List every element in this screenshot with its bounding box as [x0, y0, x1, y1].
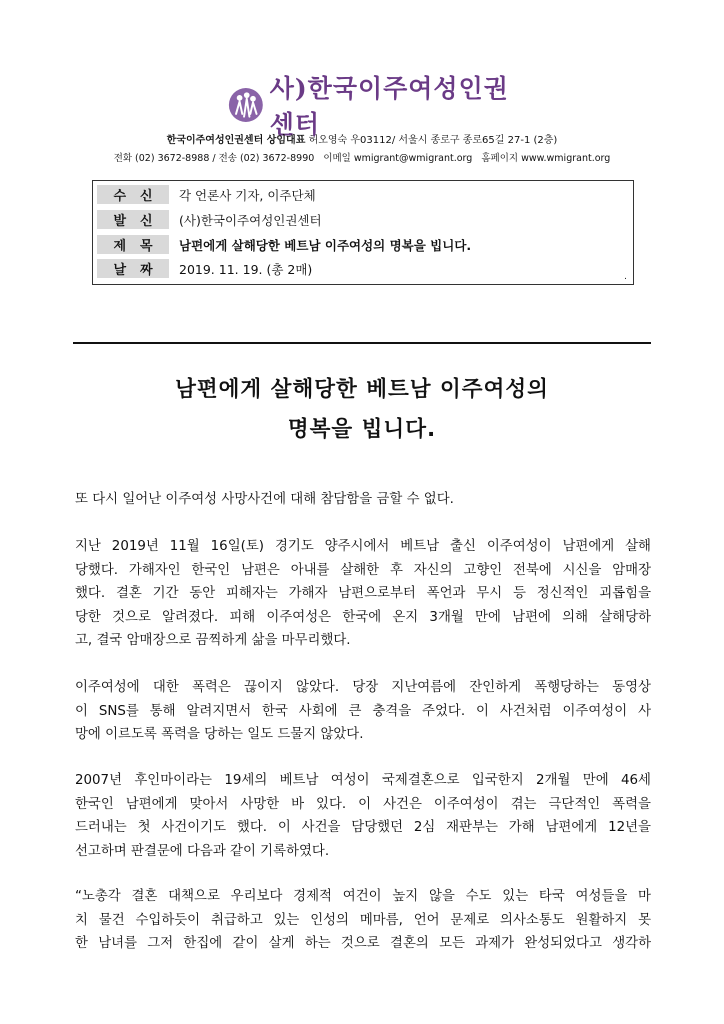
memo-label: 제목 [97, 235, 169, 254]
divider-rule [73, 342, 651, 344]
contact-line-2 [0, 150, 724, 164]
paragraph-line: 이주여성에 대한 폭력은 끊이지 않았다. 당장 지난여름에 잔인하게 폭행당하는 동영상 [75, 680, 651, 695]
document-title-line-2: 명복을 빕니다. [287, 417, 437, 442]
contact-homepage: 홈페이지 www.wmigrant.org [481, 153, 611, 164]
box-dot: . [624, 272, 627, 282]
paragraph-line: 또 다시 일어난 이주여성 사망사건에 대해 참담함을 금할 수 없다. [75, 492, 454, 507]
paragraph-4 [75, 769, 651, 863]
paragraph-line: 당한 것으로 알려졌다. 피해 이주여성은 한국에 온지 3개월 만에 남편에 의해 살해당하 [75, 609, 651, 625]
people-logo-icon [228, 85, 264, 125]
paragraph-line: 치 물건 수입하듯이 취급하고 있는 인성의 메마름, 언어 문제로 의사소통도 원활하지 못 [75, 912, 651, 928]
memo-row-subject [97, 234, 471, 255]
paragraph-line: 망에 이르도록 폭력을 당하는 일도 드물지 않았다. [75, 727, 364, 742]
contact-org: 한국이주여성인권센터 상임대표 [166, 135, 306, 146]
memo-value: 2019. 11. 19. (총 2매) [179, 261, 313, 277]
contact-line-1 [0, 131, 724, 146]
memo-label: 수신 [97, 185, 169, 204]
paragraph-line: “노총각 결혼 대책으로 우리보다 경제적 여건이 높지 않을 수도 있는 타국 여성들을 마 [75, 889, 651, 904]
contact-email: 이메일 wmigrant@wmigrant.org [323, 153, 473, 164]
document-title-line-1: 남편에게 살해당한 베트남 이주여성의 [175, 377, 549, 402]
paragraph-line: 선고하며 판결문에 다음과 같이 기록하였다. [75, 843, 330, 859]
contact-phone: 전화 (02) 3672-8988 / 전송 (02) 3672-8990 [113, 153, 315, 164]
paragraph-line: 2007년 후인마이라는 19세의 베트남 여성이 국제결혼으로 입국한지 2개월 만에 46세 [75, 773, 651, 788]
paragraph-1 [75, 488, 651, 512]
memo-row-sender [97, 209, 322, 230]
paragraph-2 [75, 535, 651, 653]
org-name: 사)한국이주여성인권센터 [269, 74, 509, 139]
contact-address: 허오영숙 우03112/ 서울시 종로구 종로65길 27-1 (2층) [308, 135, 558, 146]
memo-row-recipient [97, 184, 316, 205]
paragraph-line: 한 남녀를 그저 한집에 같이 살게 하는 것으로 결혼의 모든 과제가 완성되었다고 생각하 [75, 936, 651, 951]
paragraph-3 [75, 676, 651, 747]
paragraph-line: 고, 결국 암매장으로 끔찍하게 삶을 마무리했다. [75, 633, 351, 648]
memo-value: 남편에게 살해당한 베트남 이주여성의 명복을 빕니다. [179, 237, 472, 253]
memo-value: (사)한국이주여성인권센터 [179, 212, 322, 228]
memo-value: 각 언론사 기자, 이주단체 [179, 187, 316, 203]
paragraph-line: 드러내는 첫 사건이기도 했다. 이 사건을 담당했던 2심 재판부는 가해 남편에게 12년을 [75, 820, 651, 835]
memo-header-box [92, 180, 634, 285]
paragraph-line: 당했다. 가해자인 한국인 남편은 아내를 살해한 후 자신의 고향인 전북에 시신을 암매장 [75, 562, 651, 578]
paragraph-line: 한국인 남편에게 맞아서 사망한 바 있다. 이 사건은 이주여성이 겪는 극단적인 폭력을 [75, 796, 651, 812]
paragraph-line: 했다. 결혼 기간 동안 피해자는 가해자 남편으로부터 폭언과 무시 등 정신적인 괴롭힘을 [75, 586, 651, 601]
memo-label: 날짜 [97, 259, 169, 278]
organization-logo [228, 74, 528, 139]
paragraph-5-quote [75, 885, 651, 956]
paragraph-line: 이 SNS를 통해 알려지면서 한국 사회에 큰 충격을 주었다. 이 사건처럼 이주여성이 사 [75, 703, 651, 719]
memo-label: 발신 [97, 210, 169, 229]
paragraph-line: 지난 2019년 11월 16일(토) 경기도 양주시에서 베트남 출신 이주여성이 남편에게 살해 [75, 539, 651, 554]
memo-row-date [97, 258, 312, 279]
